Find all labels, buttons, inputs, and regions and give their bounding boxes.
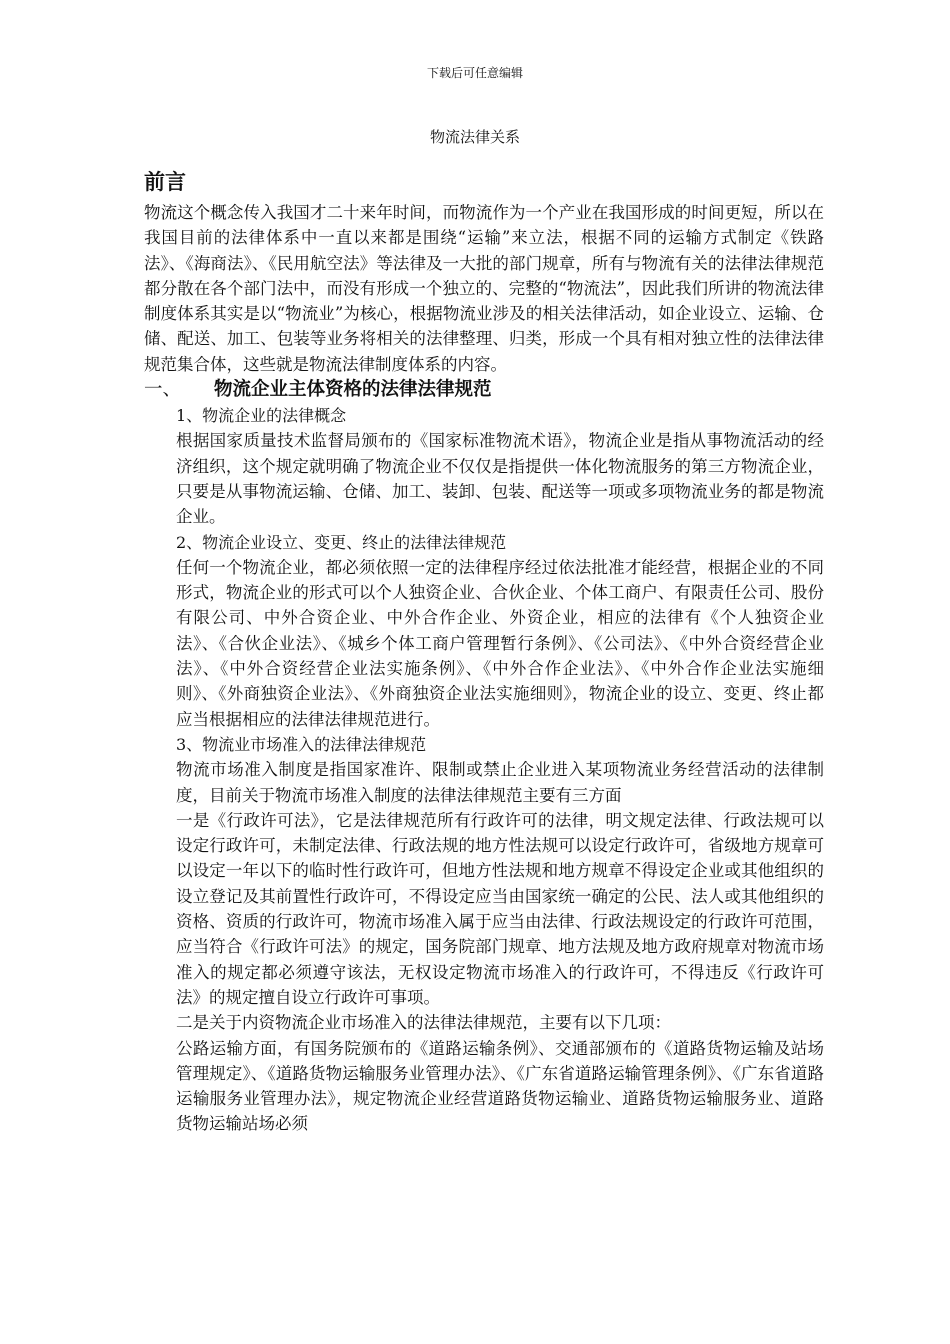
subsection-3-paragraph-2: 一是《行政许可法》，它是法律规范所有行政许可的法律，明文规定法律、行政法规可以设定行政许可，未制定法律、行政法规的地方性法规可以设定行政许可，省级地方规章可以设定一年以下的临时性行政许可，但地方性法规和地方规章不得设定企业或其他组织的设立登记及其前置性行政许可，不得设定应当由国家统一确定的公民、法人或其他组织的资格、资质的行政许可，物流市场准入属于应当由法律、行政法规设定的行政许可范围，应当符合《行政许可法》的规定，国务院部门规章、地方法规及地方政府规章对物流市场准入的规定都必须遵守该法，无权设定物流市场准入的行政许可，不得违反《行政许可法》的规定擅自设立行政许可事项。 [176, 810, 824, 1007]
section-1-title: 物流企业主体资格的法律法律规范 [214, 379, 492, 401]
subsection-2-heading: 2、物流企业设立、变更、终止的法律法律规范 [176, 532, 507, 552]
preface-paragraph: 物流这个概念传入我国才二十来年时间，而物流作为一个产业在我国形成的时间更短，所以在我国目前的法律体系中一直以来都是围绕“运输”来立法，根据不同的运输方式制定《铁路法》、《海商法》、《民用航空法》等法律及一大批的部门规章，所有与物流有关的法律法律规范都分散在各个部门法中，而没有形成一个独立的、完整的“物流法”，因此我们所讲的物流法律制度体系其实是以“物流业”为核心，根据物流业涉及的相关法律活动，如企业设立、运输、仓储、配送、加工、包装等业务将相关的法律整理、归类，形成一个具有相对独立性的法律法律规范集合体，这些就是物流法律制度体系的内容。 [144, 203, 824, 374]
section-1-number: 一、 [144, 379, 182, 401]
document-body [144, 166, 824, 1137]
subsection-3-paragraph-3: 二是关于内资物流企业市场准入的法律法律规范，主要有以下几项： [176, 1013, 671, 1033]
document-title: 物流法律关系 [429, 128, 520, 146]
subsection-3-paragraph-4: 公路运输方面，有国务院颁布的《道路运输条例》、交通部颁布的《道路货物运输及站场管理规定》、《道路货物运输服务业管理办法》、《广东省道路运输管理条例》、《广东省道路运输服务业管理办法》，规定物流企业经营道路货物运输业、道路货物运输服务业、道路货物运输站场必须 [176, 1038, 824, 1134]
subsection-3-heading: 3、物流业市场准入的法律法律规范 [176, 734, 427, 754]
subsection-1-paragraph: 根据国家质量技术监督局颁布的《国家标准物流术语》，物流企业是指从事物流活动的经济组织，这个规定就明确了物流企业不仅仅是指提供一体化物流服务的第三方物流企业，只要是从事物流运输、仓储、加工、装卸、包装、配送等一项或多项物流业务的都是物流企业。 [176, 431, 824, 527]
subsection-2-paragraph: 任何一个物流企业，都必须依照一定的法律程序经过依法批准才能经营，根据企业的不同形式，物流企业的形式可以个人独资企业、合伙企业、个体工商户、有限责任公司、股份有限公司、中外合资企业、中外合作企业、外资企业，相应的法律有《个人独资企业法》、《合伙企业法》、《城乡个体工商户管理暂行条例》、《公司法》、《中外合资经营企业法》、《中外合资经营企业法实施条例》、《中外合作企业法》、《中外合作企业法实施细则》、《外商独资企业法》、《外商独资企业法实施细则》，物流企业的设立、变更、终止都应当根据相应的法律法律规范进行。 [176, 557, 824, 729]
header-note: 下载后可任意编辑 [426, 66, 523, 80]
section-1-content [144, 403, 824, 1137]
subsection-3-paragraph-1: 物流市场准入制度是指国家准许、限制或禁止企业进入某项物流业务经营活动的法律制度，目前关于物流市场准入制度的法律法律规范主要有三方面 [176, 760, 824, 805]
preface-heading: 前言 [144, 170, 186, 194]
subsection-1-heading: 1、物流企业的法律概念 [176, 406, 347, 426]
section-1-heading [144, 377, 824, 403]
